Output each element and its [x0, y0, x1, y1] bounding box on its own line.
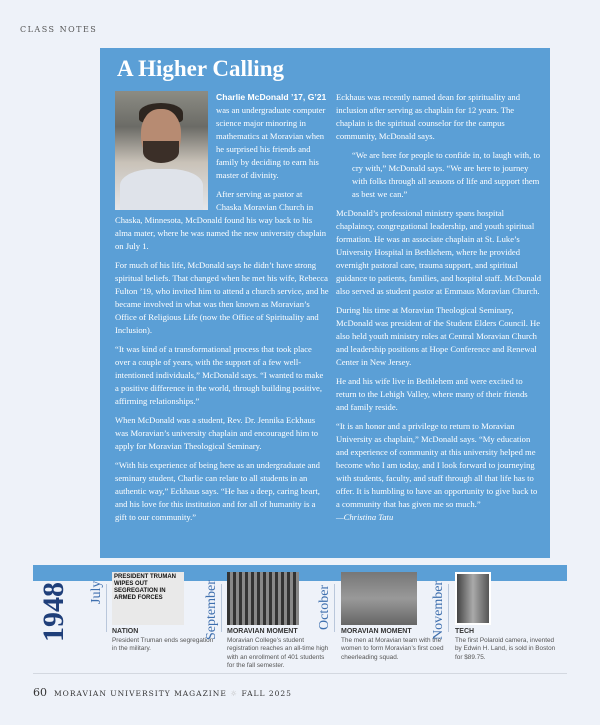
event-text: President Truman ends segregation in the military.: [112, 636, 214, 652]
sun-icon: ☼: [230, 689, 239, 698]
divider: [334, 584, 335, 632]
issue-label: FALL 2025: [241, 689, 292, 698]
paragraph: When McDonald was a student, Rev. Dr. Jennika Eckhaus was Moravian’s university chaplain and encouraged him to apply for Moravian Theological Seminary.: [115, 415, 319, 451]
event-text: Moravian College’s student registration reaches an all-time high with an enrollment of 401 students for the fall semester.: [227, 636, 329, 669]
paragraph: For much of his life, McDonald says he didn’t have strong spiritual beliefs. That changed when he met his wife, Rebecca Fulton ’19, who invited him to attend a church service, and he became involved in what was then known as Moravian’s Office of Religious Life (now the Office of Spirituality and Inclusion).: [115, 260, 329, 335]
lead-text: was an undergraduate computer science major minoring in mathematics at Moravian when he surprised his friends and family by deciding to earn his master of divinity.: [216, 105, 326, 180]
divider: [106, 584, 107, 632]
paragraph: [336, 420, 542, 524]
timeline-event: [341, 628, 445, 662]
paragraph: During his time at Moravian Theological Seminary, McDonald was president of the Student Elders Council. He also held youth ministry roles at Central Moravian Church and leadership positions at Hope Conference and Renewal Center in New Jersey.: [336, 305, 541, 367]
right-column: [336, 91, 542, 530]
article-card: [100, 48, 550, 558]
paragraph: Eckhaus was recently named dean for spirituality and inclusion after serving as chaplain for 12 years. The chaplain is the spiritual counselor for the campus community, McDonald says.: [336, 92, 520, 141]
article-title: A Higher Calling: [117, 56, 284, 81]
polaroid-camera-photo: [455, 572, 491, 625]
paragraph: McDonald’s professional ministry spans hospital chaplaincy, congregational leadership, and youth spiritual formation. He was an associate chaplain at St. Luke’s University Hospital in Bethlehem, where he provided overnight pastoral care, trauma support, and spiritual guidance to patients, families, and hospital staff. McDonald also served as student pastor at Emmaus Moravian Church.: [336, 208, 542, 296]
timeline-year: 1948: [37, 582, 70, 642]
paragraph: “It was kind of a transformational process that took place over a couple of years, with the support of a few well-intentioned individuals,” McDonald says. “I wanted to make a positive difference in the world, through building positive, affirming relationships.”: [115, 344, 324, 406]
portrait-photo: [115, 91, 208, 210]
divider: [448, 584, 449, 632]
month-label: November: [431, 580, 446, 640]
page-number: 60: [33, 686, 47, 699]
paragraph: “We are here for people to confide in, to laugh with, to cry with,” McDonald says. “We are here to journey with folks through all seasons of life and support them as best we can.”: [352, 150, 541, 199]
paragraph: After serving as pastor at Chaska Moravian Church in Chaska, Minnesota, McDonald found his way back to his alma mater, where he was named the new university chaplain on July 1.: [115, 189, 327, 251]
publication-name: MORAVIAN UNIVERSITY MAGAZINE: [54, 689, 227, 698]
timeline-event: [227, 628, 331, 671]
newspaper-image: PRESIDENT TRUMAN WIPES OUT SEGREGATION IN ARMED FORCES: [112, 572, 184, 625]
month-label: September: [204, 580, 219, 640]
event-category: MORAVIAN MOMENT: [341, 628, 412, 635]
paragraph: “With his experience of being here as an undergraduate and seminary student, Charlie can relate to all students in an authentic way,” Eckhaus says. “He has a deep, caring heart, and his love for this institution and for all of humanity is a gift to our community.”: [115, 460, 320, 522]
divider: [221, 584, 222, 632]
month-label: October: [317, 584, 332, 630]
paragraph: He and his wife live in Bethlehem and were excited to return to the Lehigh Valley, where many of their friends and family reside.: [336, 376, 528, 412]
event-category: MORAVIAN MOMENT: [227, 628, 298, 635]
section-label: CLASS NOTES: [20, 25, 98, 34]
page-footer: [33, 686, 292, 699]
event-text: The men at Moravian team with the women to form Moravian’s first coed cheerleading squad.: [341, 636, 444, 661]
closing-quote: “It is an honor and a privilege to return to Moravian University as chaplain,” McDonald says. “My education and experience of community at this university helped me become who I am today, and I look forward to journeying with students, faculty, and staff through all that life has to offer. It is humbling to have an opportunity to give back to a community that has given me so much.”: [336, 421, 538, 509]
timeline-event: [112, 628, 216, 654]
month-label: July: [89, 580, 104, 604]
lead-name: Charlie McDonald ’17, G’21: [216, 92, 327, 102]
timeline-event: [455, 628, 559, 662]
left-column: [115, 91, 329, 530]
cheerleading-photo: [341, 572, 417, 625]
student-group-photo: [227, 572, 299, 625]
byline: —Christina Tatu: [336, 512, 394, 522]
event-text: The first Polaroid camera, invented by Edwin H. Land, is sold in Boston for $89.75.: [455, 636, 556, 661]
event-category: NATION: [112, 628, 139, 635]
event-category: TECH: [455, 628, 475, 635]
divider: [33, 673, 567, 674]
